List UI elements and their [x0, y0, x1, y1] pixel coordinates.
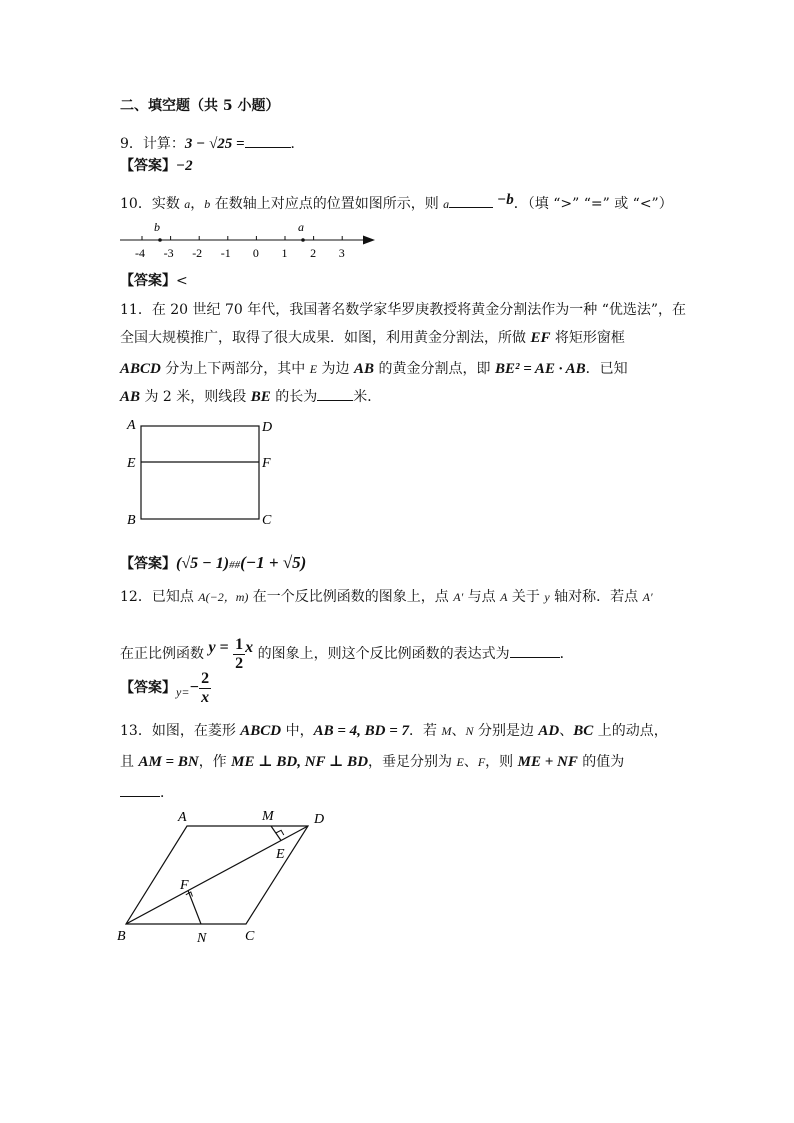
q12-answer-denominator: x — [201, 688, 210, 706]
q13-text: ，垂足分别为 — [368, 754, 457, 770]
q11-text: 为 2 米，则线段 — [140, 389, 251, 405]
q10-text: ．（填 “>” “=” 或 “<”） — [513, 196, 673, 212]
number-line-tick-label: 1 — [281, 246, 288, 260]
label-f: F — [262, 456, 271, 471]
q11-answer-b: (−1 + √5) — [240, 553, 307, 572]
label-e: E — [276, 847, 285, 862]
point-a-label: a — [298, 220, 304, 234]
answer-label: 【答案】 — [120, 556, 176, 572]
q12-text: 与点 — [463, 589, 501, 605]
rectangle-window-figure — [122, 413, 282, 533]
q13-n: N — [465, 724, 474, 738]
q11-ef: EF — [530, 330, 551, 346]
label-a: A — [127, 418, 136, 433]
q13-given: AB = 4, BD = 7 — [313, 723, 410, 739]
q10-var-b: b — [204, 197, 211, 211]
q11-text: 为边 — [317, 361, 355, 377]
q13-text: 分别是边 — [473, 723, 539, 739]
q12-point-a-prime: A′ — [453, 590, 464, 604]
q13-eq-perpendiculars: ME ⊥ BD, NF ⊥ BD — [231, 754, 369, 770]
q9-end: ． — [290, 136, 305, 152]
q9-blank — [245, 133, 291, 148]
q10-rhs: −b — [497, 192, 514, 208]
question-10 — [120, 190, 673, 214]
q11-text: 分为上下两部分，其中 — [160, 361, 310, 377]
number-line-tick-label: -2 — [192, 246, 203, 260]
number-line-tick-label: -4 — [135, 246, 145, 260]
q11-answer — [120, 553, 306, 575]
q12-text: 的图象上，则这个反比例函数的表达式为 — [253, 646, 510, 662]
q13-abcd: ABCD — [240, 723, 282, 739]
q10-answer — [120, 271, 188, 291]
point-a-dot — [301, 238, 305, 242]
q12-blank — [510, 643, 560, 658]
q9-answer-value: −2 — [176, 158, 193, 174]
q12-fn-var: x — [245, 639, 254, 656]
q12-answer-numerator: 2 — [201, 669, 210, 687]
q13-f: F — [477, 755, 486, 769]
q11-text: 全国大规模推广，取得了很大成果．如图，利用黄金分割法，所做 — [120, 330, 531, 346]
q10-text: 在数轴上对应点的位置如图所示，则 — [210, 196, 444, 212]
number-line-figure — [115, 216, 380, 262]
q10-text: ， — [190, 196, 205, 212]
q11-golden-equation: BE² = AE · AB — [494, 361, 586, 377]
point-b-label: b — [154, 220, 160, 234]
q11-answer-separator: ## — [229, 559, 241, 571]
q13-e: E — [456, 755, 464, 769]
q10-var-a: a — [184, 197, 191, 211]
q11-text: 将矩形窗框 — [550, 330, 625, 346]
q10-answer-value: < — [176, 273, 188, 289]
label-d: D — [262, 420, 273, 435]
segment-nf — [188, 891, 201, 925]
q13-text: 的值为 — [577, 754, 625, 770]
q11-text: 米． — [353, 389, 382, 405]
q11-text: 的长为 — [270, 389, 318, 405]
q12-text: 在正比例函数 — [120, 646, 209, 662]
q13-line-2 — [120, 752, 624, 772]
q10-var-a2: a — [443, 197, 450, 211]
section-heading: 二、填空题（共 5 小题） — [120, 98, 280, 114]
q13-eq-sum: ME + NF — [517, 754, 578, 770]
label-c: C — [262, 513, 272, 528]
q12-answer-left: y= — [176, 685, 190, 699]
number-line-tick-label: 2 — [310, 246, 317, 260]
q12-answer-sign: − — [189, 679, 200, 696]
q13-text: 、 — [451, 723, 466, 739]
q10-blank — [449, 193, 493, 208]
q12-answer — [120, 667, 211, 713]
answer-label: 【答案】 — [120, 273, 176, 289]
q12-answer-fraction — [199, 670, 211, 707]
q13-text: 13．如图，在菱形 — [120, 723, 241, 739]
q13-text: 、 — [463, 754, 478, 770]
q13-eq-am-bn: AM = BN — [138, 754, 199, 770]
q13-text: ． — [160, 785, 174, 801]
q13-text: 中， — [281, 723, 314, 739]
q13-bc: BC — [573, 723, 594, 739]
q12-text: 12．已知点 — [120, 589, 199, 605]
q12-y: y — [544, 590, 550, 604]
number-line-tick-label: -3 — [163, 246, 174, 260]
q13-text: ，则 — [485, 754, 518, 770]
q13-m: M — [441, 724, 452, 738]
window-frame-rect — [141, 426, 259, 519]
q12-fraction — [233, 636, 245, 673]
q11-ab: AB — [120, 389, 141, 405]
q11-e: E — [309, 362, 318, 376]
label-f: F — [180, 878, 189, 893]
label-b: B — [127, 513, 136, 528]
q11-abcd: ABCD — [120, 361, 161, 377]
answer-label: 【答案】 — [120, 158, 176, 174]
q12-text: ． — [559, 646, 574, 662]
q13-line-1 — [120, 721, 668, 741]
q9-number: 9．计算： — [120, 136, 185, 152]
answer-label: 【答案】 — [120, 680, 176, 696]
number-line-tick-label: 3 — [338, 246, 345, 260]
question-9 — [120, 133, 305, 154]
q12-a: A — [500, 590, 508, 604]
q11-line-4 — [120, 386, 381, 407]
q9-expression: 3 − √25 = — [184, 136, 245, 152]
point-b-dot — [158, 238, 162, 242]
q11-answer-a: (√5 − 1) — [176, 555, 230, 572]
q12-point-a: A(−2，m) — [198, 590, 249, 604]
label-e: E — [127, 456, 136, 471]
q11-ab: AB — [354, 361, 375, 377]
q11-line-1: 11．在 20 世纪 70 年代，我国著名数学家华罗庚教授将黄金分割法作为一种 “优选法”，在 — [120, 302, 687, 318]
label-n: N — [197, 931, 207, 946]
q11-be: BE — [250, 389, 271, 405]
q11-blank — [317, 386, 353, 401]
label-m: M — [262, 809, 274, 824]
number-line-tick-label: 0 — [252, 246, 259, 260]
rhombus-figure — [112, 800, 342, 950]
label-b: B — [117, 929, 126, 944]
number-line-arrow — [363, 236, 375, 245]
q11-line-3 — [120, 359, 628, 379]
q11-text: ．已知 — [585, 361, 628, 377]
q12-text: 轴对称．若点 — [549, 589, 643, 605]
q11-text: 的黄金分割点，即 — [374, 361, 495, 377]
q12-fraction-numerator: 1 — [235, 635, 244, 653]
q12-fraction-denominator: 2 — [235, 654, 244, 672]
label-d: D — [314, 812, 325, 827]
q12-a-prime: A′ — [642, 590, 653, 604]
q12-text: 关于 — [507, 589, 545, 605]
label-a: A — [178, 810, 187, 825]
q13-blank — [120, 782, 160, 797]
q13-text: 且 — [120, 754, 139, 770]
q12-line-1 — [120, 587, 653, 607]
q10-text: 10．实数 — [120, 196, 185, 212]
q12-text: 在一个反比例函数的图象上，点 — [248, 589, 454, 605]
q9-answer — [120, 156, 193, 176]
q13-text: ．若 — [409, 723, 442, 739]
label-c: C — [245, 929, 255, 944]
number-line-tick-label: -1 — [220, 246, 231, 260]
q12-fn-left: y = — [208, 639, 229, 656]
q11-line-2 — [120, 328, 625, 348]
q13-text: 、 — [559, 723, 574, 739]
q13-ad: AD — [538, 723, 560, 739]
q13-text: 上的动点， — [593, 723, 668, 739]
q13-text: ，作 — [198, 754, 232, 770]
